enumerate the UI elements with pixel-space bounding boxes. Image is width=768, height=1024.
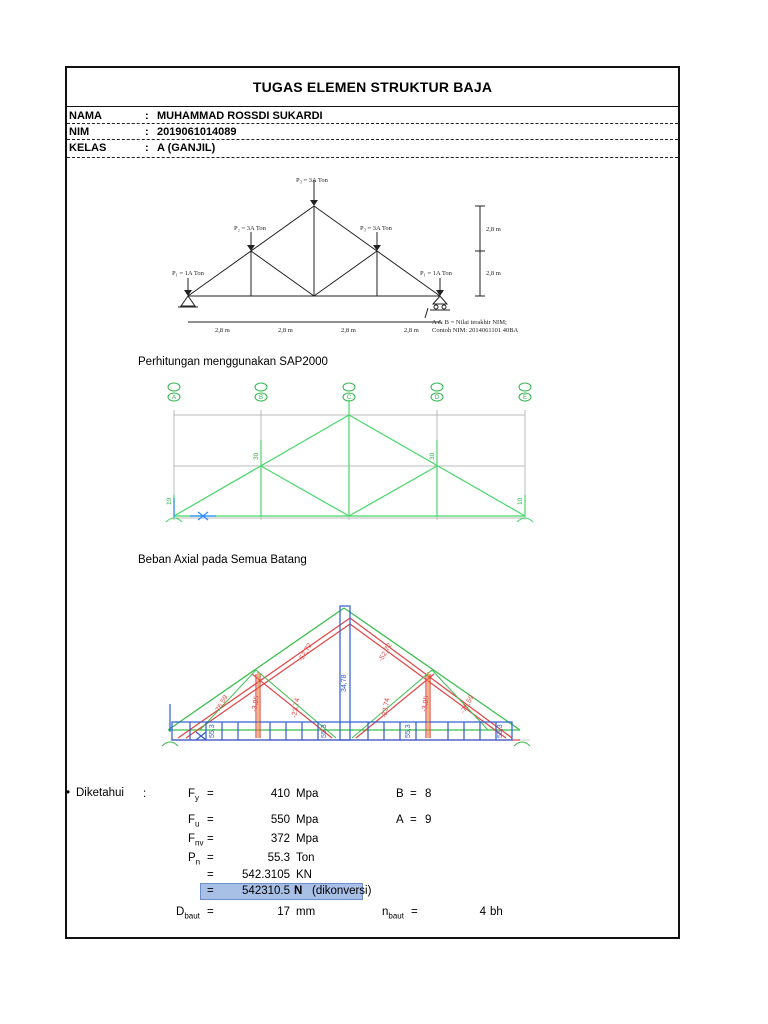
unit-dbaut: mm — [296, 906, 316, 918]
load-label-e: 10 — [517, 497, 524, 505]
note-line-1: A & B = Nilai terakhir NIM; — [432, 319, 507, 326]
eq-fy: = — [207, 788, 214, 800]
axial-force-diagram — [160, 600, 540, 760]
axial-caption: Beban Axial pada Semua Batang — [138, 554, 307, 566]
unit-n: N — [294, 885, 303, 897]
grid-tag-e: E — [522, 395, 528, 401]
grid-tag-b: B — [258, 395, 264, 401]
span-3: 2,8 m — [341, 327, 356, 334]
page-title: TUGAS ELEMEN STRUKTUR BAJA — [67, 68, 678, 107]
force-diag-right: -23,74 — [381, 697, 392, 719]
eq-a: = — [410, 814, 417, 826]
load-label-b: 30 — [253, 452, 260, 460]
force-top-right: -76,59 — [459, 694, 476, 715]
span-1: 2,8 m — [215, 327, 230, 334]
val-a: 9 — [425, 814, 432, 826]
val-fnv: 372 — [270, 833, 290, 845]
eq-n: = — [207, 885, 214, 897]
unit-nbaut: bh — [490, 906, 503, 918]
val-dbaut: 17 — [277, 906, 290, 918]
eq-pn: = — [207, 852, 214, 864]
class-row — [67, 142, 678, 158]
sym-pn: $P_n$ — [188, 852, 201, 867]
val-kn: 542.3105 — [242, 869, 290, 881]
val-pn: 55.3 — [267, 852, 290, 864]
name-colon: : — [145, 110, 149, 122]
nim-value: 2019061014089 — [157, 126, 237, 138]
sap-caption: Perhitungan menggunakan SAP2000 — [138, 356, 328, 368]
load-p1-left: P₁ = 1A Ton — [172, 270, 204, 277]
truss-sketch — [170, 170, 570, 340]
known-colon: : — [143, 788, 147, 800]
unit-pn: Ton — [296, 852, 315, 864]
divider — [67, 123, 678, 124]
val-n: 542310.5 — [242, 885, 290, 897]
class-value: A (GANJIL) — [157, 142, 216, 154]
sym-dbaut: $D_{baut}$ — [176, 906, 200, 921]
force-vert-right: -3,95 — [421, 695, 431, 713]
note-line-2: Contoh NIM: 2014061101 40BA — [432, 327, 519, 334]
load-p2-top: P₃ = 3A Ton — [296, 177, 328, 184]
unit-kn: KN — [296, 869, 312, 881]
load-label-a: 10 — [166, 497, 173, 505]
force-vert-left: -3,95 — [251, 695, 261, 713]
unit-fu: Mpa — [296, 814, 319, 826]
unit-fy: Mpa — [296, 788, 319, 800]
sym-fy: $F_y$ — [188, 788, 200, 803]
load-label-d: 30 — [429, 452, 436, 460]
val-nbaut: 4 — [479, 906, 486, 918]
force-bottom-2: 55,3 — [321, 724, 328, 738]
force-top-mid-left: -52,72 — [297, 642, 314, 663]
sym-fnv: $F_{nv}$ — [188, 833, 204, 848]
load-p3-right: P₃ = 3A Ton — [360, 225, 392, 232]
class-label: KELAS — [69, 142, 107, 154]
force-top-left: -76,59 — [213, 694, 230, 715]
divider — [67, 139, 678, 140]
force-bottom-1: 55,3 — [209, 724, 216, 738]
force-diag-left: -23,74 — [291, 697, 302, 719]
nim-label: NIM — [69, 126, 90, 138]
eq-fnv: = — [207, 833, 214, 845]
span-4: 2,8 m — [404, 327, 419, 334]
load-p1-right: P₁ = 1A Ton — [420, 270, 452, 277]
height-2: 2,8 m — [486, 270, 501, 277]
bullet: • — [66, 787, 71, 799]
grid-tag-d: D — [434, 395, 440, 401]
val-fu: 550 — [270, 814, 290, 826]
eq-nbaut: = — [411, 906, 418, 918]
sym-a: A — [396, 814, 404, 826]
eq-b: = — [410, 788, 417, 800]
nim-colon: : — [145, 126, 149, 138]
unit-fnv: Mpa — [296, 833, 319, 845]
eq-fu: = — [207, 814, 214, 826]
grid-tag-a: A — [171, 395, 177, 401]
force-bottom-4: 55,3 — [497, 724, 504, 738]
sym-nbaut: $n_{baut}$ — [382, 906, 404, 921]
divider — [67, 157, 678, 158]
sap-model-view — [160, 380, 545, 530]
conversion-note: (dikonversi) — [312, 885, 372, 897]
grid-tag-c: C — [346, 395, 352, 401]
load-p2-left: P₂ = 3A Ton — [234, 225, 266, 232]
sym-fu: $F_u$ — [188, 814, 200, 829]
name-value: MUHAMMAD ROSSDI SUKARDI — [157, 110, 323, 122]
force-bottom-3: 55,3 — [405, 724, 412, 738]
class-colon: : — [145, 142, 149, 154]
name-label: NAMA — [69, 110, 102, 122]
force-top-mid-right: -52,72 — [377, 642, 394, 663]
span-2: 2,8 m — [278, 327, 293, 334]
force-king-post: 34,78 — [341, 674, 348, 692]
val-b: 8 — [425, 788, 432, 800]
eq-dbaut: = — [207, 906, 214, 918]
known-label: Diketahui — [76, 787, 124, 799]
val-fy: 410 — [270, 788, 290, 800]
height-1: 2,8 m — [486, 226, 501, 233]
eq-kn: = — [207, 869, 214, 881]
sym-b: B — [396, 788, 404, 800]
